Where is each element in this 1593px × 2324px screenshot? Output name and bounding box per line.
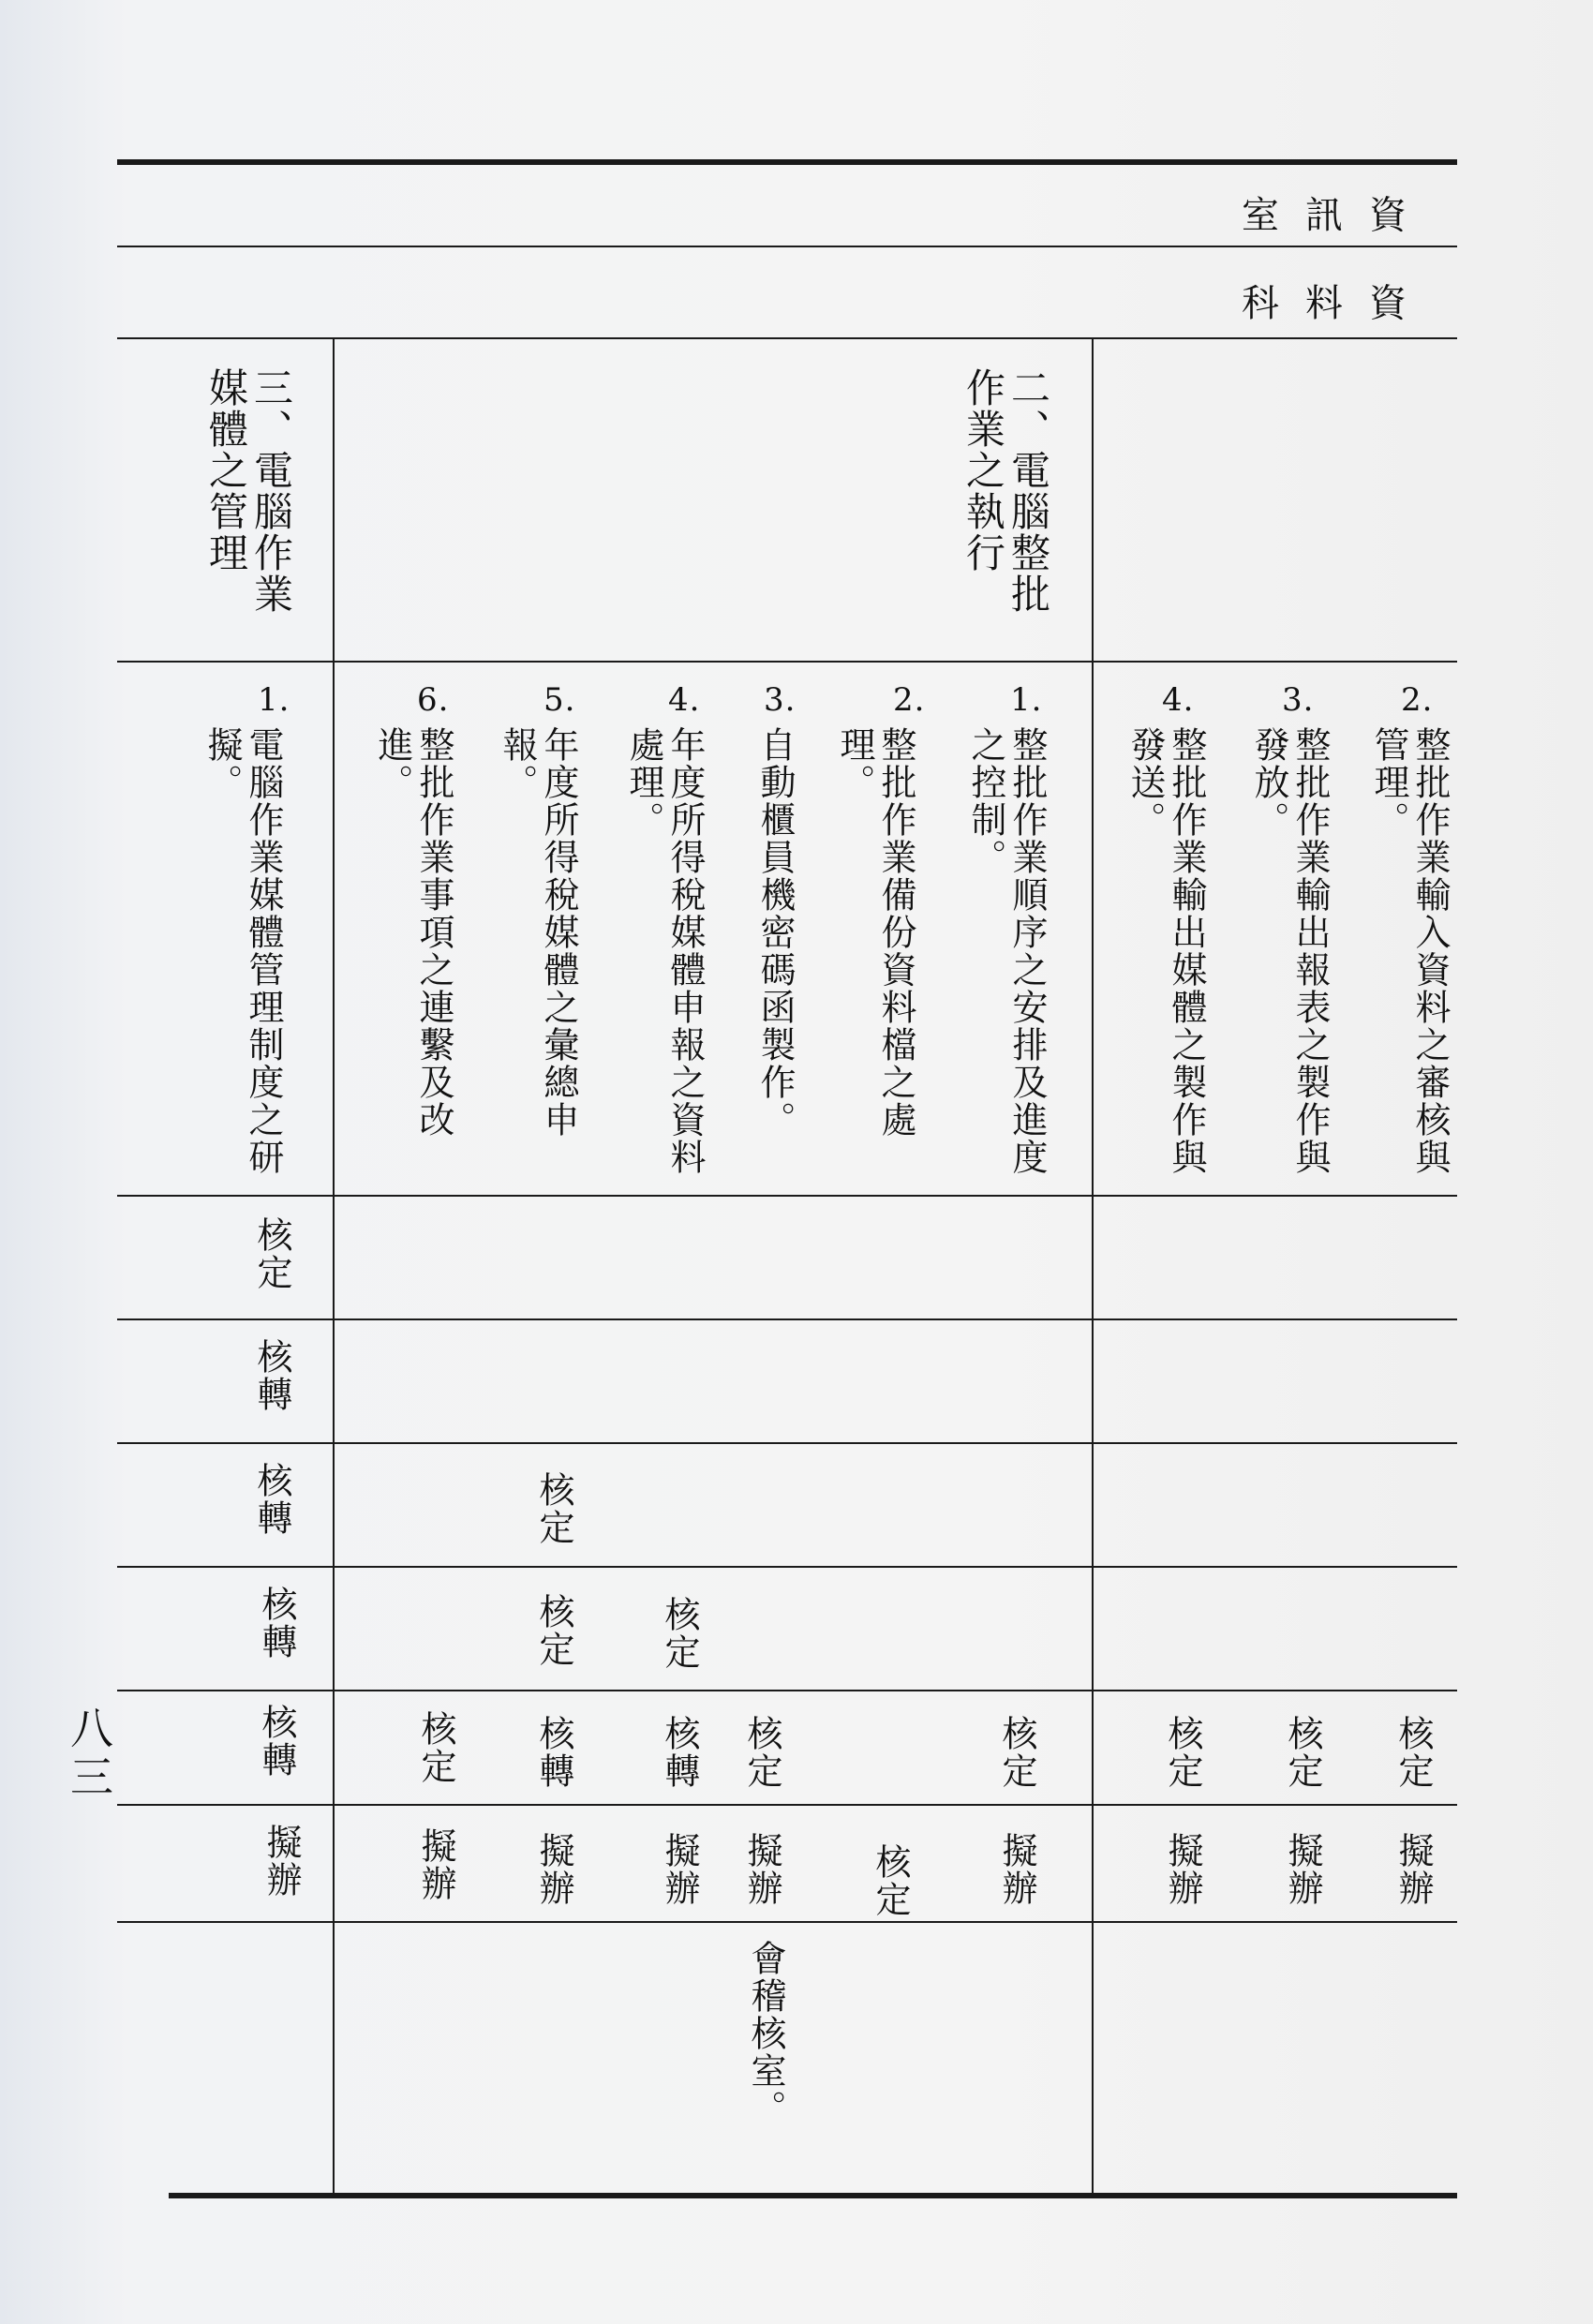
row-divider-5 [117, 1804, 1457, 1806]
top-rule [117, 159, 1457, 165]
item-text: 整批作業輸出媒體之製作與發送。 [1124, 726, 1207, 1176]
section-two-title: 二、電腦整批作業之執行 [960, 367, 1051, 615]
authority-mark: 擬辦 [1282, 1832, 1323, 1907]
item-text: 自動櫃員機密碼函製作。 [754, 726, 796, 1139]
authority-header: 核轉 [251, 1462, 292, 1537]
authority-mark: 擬辦 [659, 1832, 700, 1907]
row-divider-3 [117, 1566, 1457, 1568]
authority-mark: 核定 [1282, 1715, 1323, 1790]
authority-mark: 擬辦 [1162, 1832, 1203, 1907]
authority-mark: 核定 [741, 1715, 782, 1790]
header-office: 資訊室 [1242, 194, 1433, 237]
authority-header: 核轉 [256, 1704, 297, 1779]
authority-mark: 核定 [996, 1715, 1037, 1790]
items-divider [117, 1195, 1457, 1197]
item-text: 整批作業事項之連繫及改進。 [372, 726, 454, 1139]
header-divider-1 [117, 246, 1457, 247]
authority-mark: 核定 [1162, 1715, 1203, 1790]
authority-header: 核轉 [256, 1586, 297, 1661]
section-divider-right [1092, 337, 1094, 2193]
section-divider-left [333, 337, 335, 2193]
item-number: 3. [1282, 681, 1315, 719]
authority-mark: 核定 [533, 1471, 574, 1546]
authority-mark: 核定 [870, 1843, 911, 1918]
item-number: 3. [764, 681, 796, 719]
title-row-divider [117, 661, 1457, 663]
item-number: 1. [258, 681, 290, 719]
item-text: 電腦作業媒體管理制度之研擬。 [201, 726, 284, 1176]
row-divider-4 [117, 1690, 1457, 1691]
item-text: 整批作業輸入資料之審核與管理。 [1368, 726, 1451, 1176]
authority-mark: 核定 [415, 1710, 456, 1785]
item-number: 2. [1401, 681, 1434, 719]
authority-mark: 核定 [533, 1593, 574, 1668]
item-number: 5. [543, 681, 576, 719]
header-divider-2 [117, 337, 1457, 339]
item-number: 1. [1010, 681, 1043, 719]
authority-header: 核轉 [251, 1338, 292, 1413]
authority-header: 核定 [251, 1216, 292, 1291]
authority-mark: 擬辦 [533, 1832, 574, 1907]
item-number: 4. [1162, 681, 1195, 719]
item-text: 整批作業順序之安排及進度之控制。 [965, 726, 1048, 1176]
row-divider-1 [117, 1318, 1457, 1320]
authority-mark: 核定 [1392, 1715, 1434, 1790]
authority-mark: 擬辦 [415, 1827, 456, 1902]
section-three-title: 三、電腦作業媒體之管理 [203, 367, 294, 615]
authority-mark: 擬辦 [1392, 1832, 1434, 1907]
item-number: 2. [893, 681, 926, 719]
item-number: 4. [668, 681, 701, 719]
authority-mark: 核定 [659, 1596, 700, 1671]
authority-table [117, 159, 1457, 2202]
remark-text: 會稽核室。 [745, 1940, 786, 2127]
row-divider-2 [117, 1442, 1457, 1444]
authority-header: 擬辦 [261, 1824, 302, 1899]
authority-mark: 擬辦 [996, 1832, 1037, 1907]
authority-mark: 核轉 [533, 1715, 574, 1790]
row-divider-6 [117, 1921, 1457, 1923]
header-section: 資料科 [1242, 282, 1433, 325]
item-number: 6. [417, 681, 450, 719]
item-text: 整批作業備份資料檔之處理。 [834, 726, 916, 1139]
authority-mark: 核轉 [659, 1715, 700, 1790]
item-text: 年度所得稅媒體申報之資料處理。 [623, 726, 706, 1176]
bottom-rule [169, 2193, 1457, 2198]
item-text: 整批作業輸出報表之製作與發放。 [1248, 726, 1331, 1176]
item-text: 年度所得稅媒體之彙總申報。 [497, 726, 579, 1139]
page-number: 八三 [64, 1706, 114, 1803]
authority-mark: 擬辦 [741, 1832, 782, 1907]
